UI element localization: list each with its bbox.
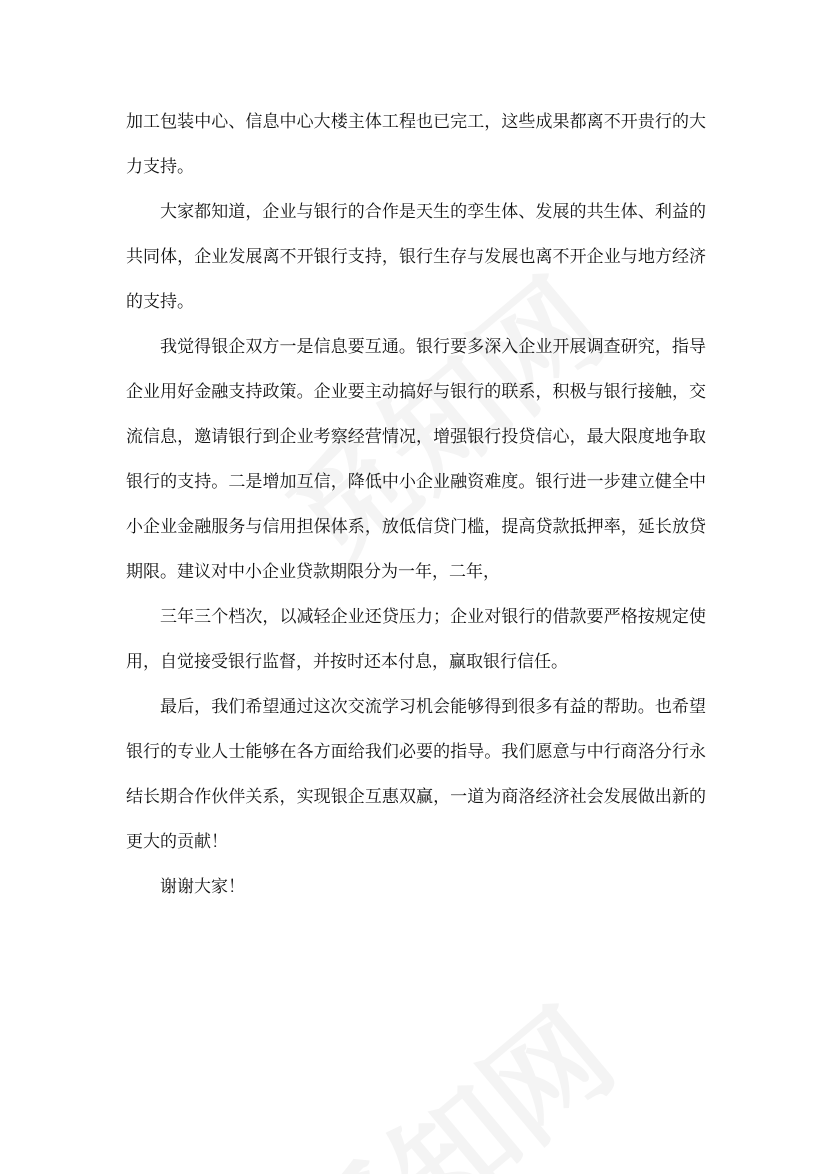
paragraph: 谢谢大家！	[160, 877, 245, 897]
paragraph: 最后，我们希望通过这次交流学习机会能够得到很多有益的帮助。也希望银行的专业人士能够在各方面给我们必要的指导。我们愿意与中行商洛分行永结长期合作伙伴关系，实现银企互惠双赢，一道为商洛经济社会发展做出新的更大的贡献！	[126, 697, 706, 852]
paragraph: 三年三个档次，以减轻企业还贷压力；企业对银行的借款要严格按规定使用，自觉接受银行监督，并按时还本付息，赢取银行信任。	[126, 607, 706, 672]
paragraph: 加工包装中心、信息中心大楼主体工程也已完工，这些成果都离不开贵行的大力支持。	[126, 112, 706, 177]
paragraph: 大家都知道，企业与银行的合作是天生的孪生体、发展的共生体、利益的共同体，企业发展离不开银行支持，银行生存与发展也离不开企业与地方经济的支持。	[126, 202, 706, 312]
document-body	[126, 100, 706, 910]
watermark	[257, 964, 643, 1174]
paragraph: 我觉得银企双方一是信息要互通。银行要多深入企业开展调查研究，指导企业用好金融支持政策。企业要主动搞好与银行的联系，积极与银行接触，交流信息，邀请银行到企业考察经营情况，增强银行投贷信心，最大限度地争取银行的支持。二是增加互信，降低中小企业融资难度。银行进一步建立健全中小企业金融服务与信用担保体系，放低信贷门槛，提高贷款抵押率，延长放贷期限。建议对中小企业贷款期限分为一年，二年，	[126, 337, 706, 582]
